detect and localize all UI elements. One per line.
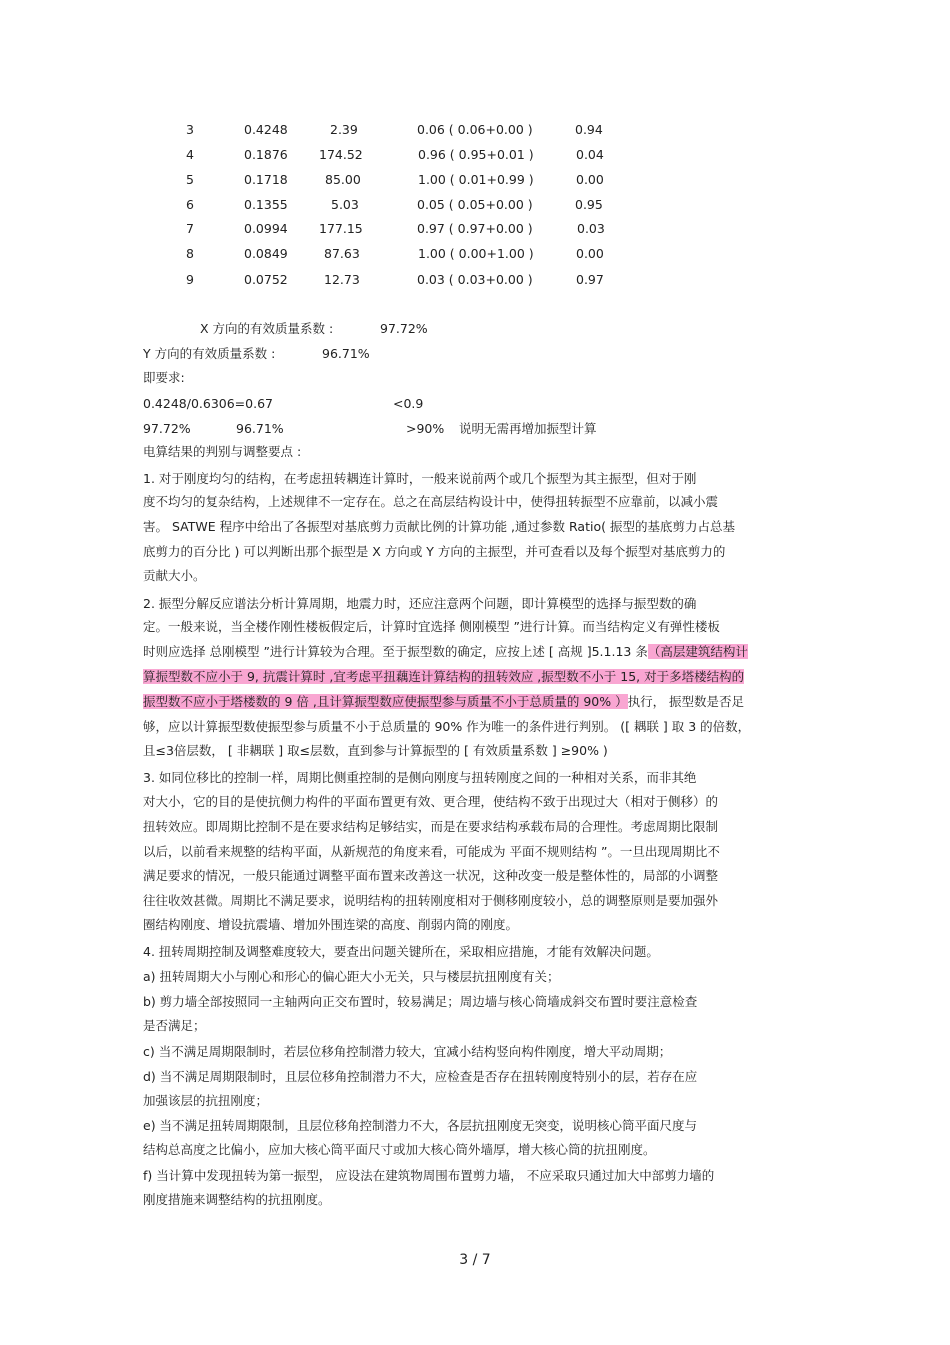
text-line: 且≤3倍层数， [ 非耦联 ] 取≤层数，直到参与计算振型的 [ 有效质量系数 ] ≥90% ) [143,743,608,758]
period: 0.1876 [244,147,288,162]
torsion-coef: 0.04 [576,147,604,162]
text-line: e) 当不满足扭转周期限制，且层位移角控制潜力不大，各层抗扭刚度无突变，说明核心筒平面尺度与 [143,1118,698,1133]
text-line: 是否满足； [143,1018,206,1033]
translation-coef: 1.00 ( 0.00+1.00 ) [418,246,534,261]
angle: 87.63 [324,246,360,261]
x-mass-value-2: 97.72% [143,421,191,436]
angle: 5.03 [331,197,359,212]
translation-coef: 0.05 ( 0.05+0.00 ) [417,197,533,212]
mode-number: 8 [186,246,194,261]
angle: 177.15 [319,221,363,236]
angle: 2.39 [330,122,358,137]
text-line: 对大小，它的目的是使抗侧力构件的平面布置更有效、更合理，使结构不致于出现过大（相对于侧移）的 [143,794,719,809]
torsion-coef: 0.94 [575,122,603,137]
text-line: 刚度措施来调整结构的抗扭刚度。 [143,1192,331,1207]
y-mass-label: Y 方向的有效质量系数 : [143,346,276,361]
text-line: 2. 振型分解反应谱法分析计算周期，地震力时，还应注意两个问题，即计算模型的选择与振型数的确 [143,596,697,611]
text-line: 度不均匀的复杂结构，上述规律不一定存在。总之在高层结构设计中，使得扭转振型不应靠前，以减小震 [143,494,719,509]
translation-coef: 0.96 ( 0.95+0.01 ) [418,147,534,162]
text-line: 害。 SATWE 程序中给出了各振型对基底剪力贡献比例的计算功能 ,通过参数 Ratio( 振型的基底剪力占总基 [143,519,735,534]
y-mass-value: 96.71% [322,346,370,361]
mode-number: 6 [186,197,194,212]
mode-number: 7 [186,221,194,236]
translation-coef: 1.00 ( 0.01+0.99 ) [418,172,534,187]
text-line: 底剪力的百分比 ) 可以判断出那个振型是 X 方向或 Y 方向的主振型，并可查看以及每个振型对基底剪力的 [143,544,726,559]
mass-conclusion: 说明无需再增加振型计算 [459,421,597,436]
text-line: 往往收效甚微。周期比不满足要求，说明结构的扭转刚度相对于侧移刚度较小，总的调整原则是要加强外 [143,893,719,908]
text-line [143,643,748,661]
torsion-coef: 0.03 [577,221,605,236]
text-line: f) 当计算中发现扭转为第一振型， 应设法在建筑物周围布置剪力墙， 不应采取只通过加大中部剪力墙的 [143,1168,715,1183]
text-line [143,693,744,711]
text-line [143,668,744,686]
text-line: 定。一般来说，当全楼作刚性楼板假定后，计算时宜选择 侧刚模型 ”进行计算。而当结构定义有弹性楼板 [143,619,720,634]
page-number: 3 / 7 [459,1252,491,1268]
translation-coef: 0.03 ( 0.03+0.00 ) [417,272,533,287]
y-mass-value-2: 96.71% [236,421,284,436]
period: 0.4248 [244,122,288,137]
mode-number: 4 [186,147,194,162]
mode-number: 3 [186,122,194,137]
highlighted-text: （高层建筑结构计 [647,644,748,659]
mass-compare: >90% [406,421,445,436]
period: 0.1718 [244,172,288,187]
translation-coef: 0.97 ( 0.97+0.00 ) [417,221,533,236]
text-line: 扭转效应。即周期比控制不是在要求结构足够结实，而是在要求结构承载布局的合理性。考虑周期比限制 [143,819,719,834]
text-line: b) 剪力墙全部按照同一主轴两向正交布置时，较易满足；周边墙与核心筒墙成斜交布置时要注意检查 [143,994,698,1009]
mode-number: 5 [186,172,194,187]
torsion-coef: 0.95 [575,197,603,212]
text-line: 4. 扭转周期控制及调整难度较大，要查出问题关键所在，采取相应措施，才能有效解决问题。 [143,944,659,959]
text-line: c) 当不满足周期限制时，若层位移角控制潜力较大，宜减小结构竖向构件刚度，增大平动周期； [143,1044,672,1059]
highlighted-text: 算振型数不应小于 9, 抗震计算时 ,宜考虑平扭藕连计算结构的扭转效应 ,振型数不小于 15, 对于多塔楼结构的 [143,669,745,684]
text-line: 贡献大小。 [143,568,206,583]
angle: 174.52 [319,147,363,162]
period: 0.0752 [244,272,288,287]
angle: 85.00 [325,172,361,187]
text-line: 以后，以前看来规整的结构平面，从新规范的角度来看，可能成为 平面不规则结构 ”。一旦出现周期比不 [143,844,720,859]
text-line: 满足要求的情况，一般只能通过调整平面布置来改善这一状况，这种改变一般是整体性的，局部的小调整 [143,868,719,883]
text-line: 加强该层的抗扭刚度； [143,1093,269,1108]
mode-number: 9 [186,272,194,287]
text-line: 1. 对于刚度均匀的结构，在考虑扭转耦连计算时，一般来说前两个或几个振型为其主振型，但对于刚 [143,471,697,486]
torsion-coef: 0.00 [576,172,604,187]
period-ratio: 0.4248/0.6306=0.67 [143,396,273,411]
section-heading: 电算结果的判别与调整要点 : [143,444,302,459]
angle: 12.73 [324,272,360,287]
x-mass-value: 97.72% [380,321,428,336]
period: 0.0849 [244,246,288,261]
requirement-label: 即要求: [143,370,185,385]
text-line: a) 扭转周期大小与刚心和形心的偏心距大小无关，只与楼层抗扭刚度有关； [143,969,560,984]
text-line: 圈结构刚度、增设抗震墙、增加外围连梁的高度、削弱内筒的刚度。 [143,917,519,932]
torsion-coef: 0.97 [576,272,604,287]
x-mass-label: X 方向的有效质量系数 : [200,321,334,336]
period: 0.1355 [244,197,288,212]
text-segment: 执行， 振型数是否足 [627,694,745,709]
translation-coef: 0.06 ( 0.06+0.00 ) [417,122,533,137]
torsion-coef: 0.00 [576,246,604,261]
text-line: 够，应以计算振型数使振型参与质量不小于总质量的 90% 作为唯一的条件进行判别。 ([ 耦联 ] 取 3 的倍数， [143,719,751,734]
text-line: 结构总高度之比偏小，应加大核心筒平面尺寸或加大核心筒外墙厚，增大核心筒的抗扭刚度。 [143,1142,656,1157]
highlighted-text: 振型数不应小于塔楼数的 9 倍 ,且计算振型数应使振型参与质量不小于总质量的 90% ） [143,694,628,709]
period-ratio-compare: <0.9 [393,396,424,411]
text-line: 3. 如同位移比的控制一样，周期比侧重控制的是侧向刚度与扭转刚度之间的一种相对关系，而非其绝 [143,770,697,785]
period: 0.0994 [244,221,288,236]
text-segment: 时则应选择 总刚模型 ”进行计算较为合理。至于振型数的确定，应按上述 [ 高规 ]5.1.13 条 [143,644,648,659]
text-line: d) 当不满足周期限制时，且层位移角控制潜力不大，应检查是否存在扭转刚度特别小的层，若存在应 [143,1069,698,1084]
